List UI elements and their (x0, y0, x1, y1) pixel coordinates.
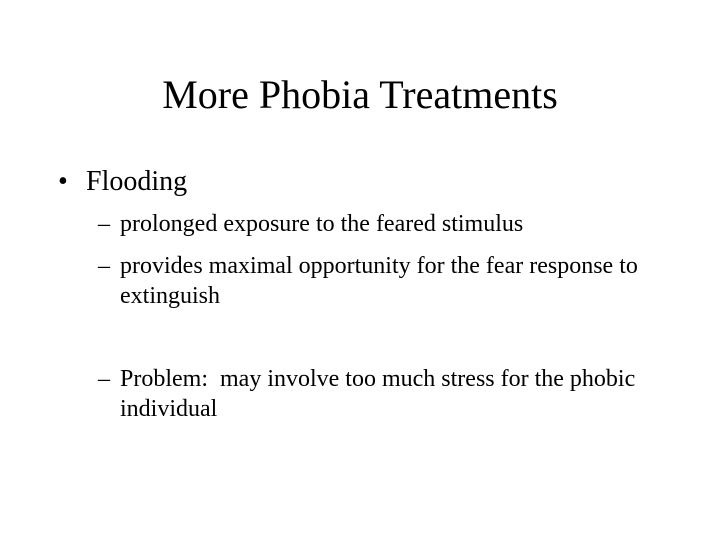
bullet-text: Flooding (86, 166, 188, 197)
dash-marker: – (98, 211, 110, 237)
sub-item-text: prolonged exposure to the feared stimulus (120, 211, 524, 237)
sub-item-prolonged-exposure (98, 209, 678, 239)
dash-marker: – (98, 253, 110, 279)
bullet-marker: • (58, 166, 68, 197)
sub-item-maximal-opportunity (98, 251, 678, 311)
sub-item-problem (98, 364, 678, 424)
sub-item-text: provides maximal opportunity for the fear response to extinguish (120, 253, 638, 309)
bullet-flooding (58, 164, 187, 200)
dash-marker: – (98, 366, 110, 392)
sub-item-text: Problem: may involve too much stress for the phobic individual (120, 366, 642, 422)
slide-title: More Phobia Treatments (162, 72, 558, 117)
